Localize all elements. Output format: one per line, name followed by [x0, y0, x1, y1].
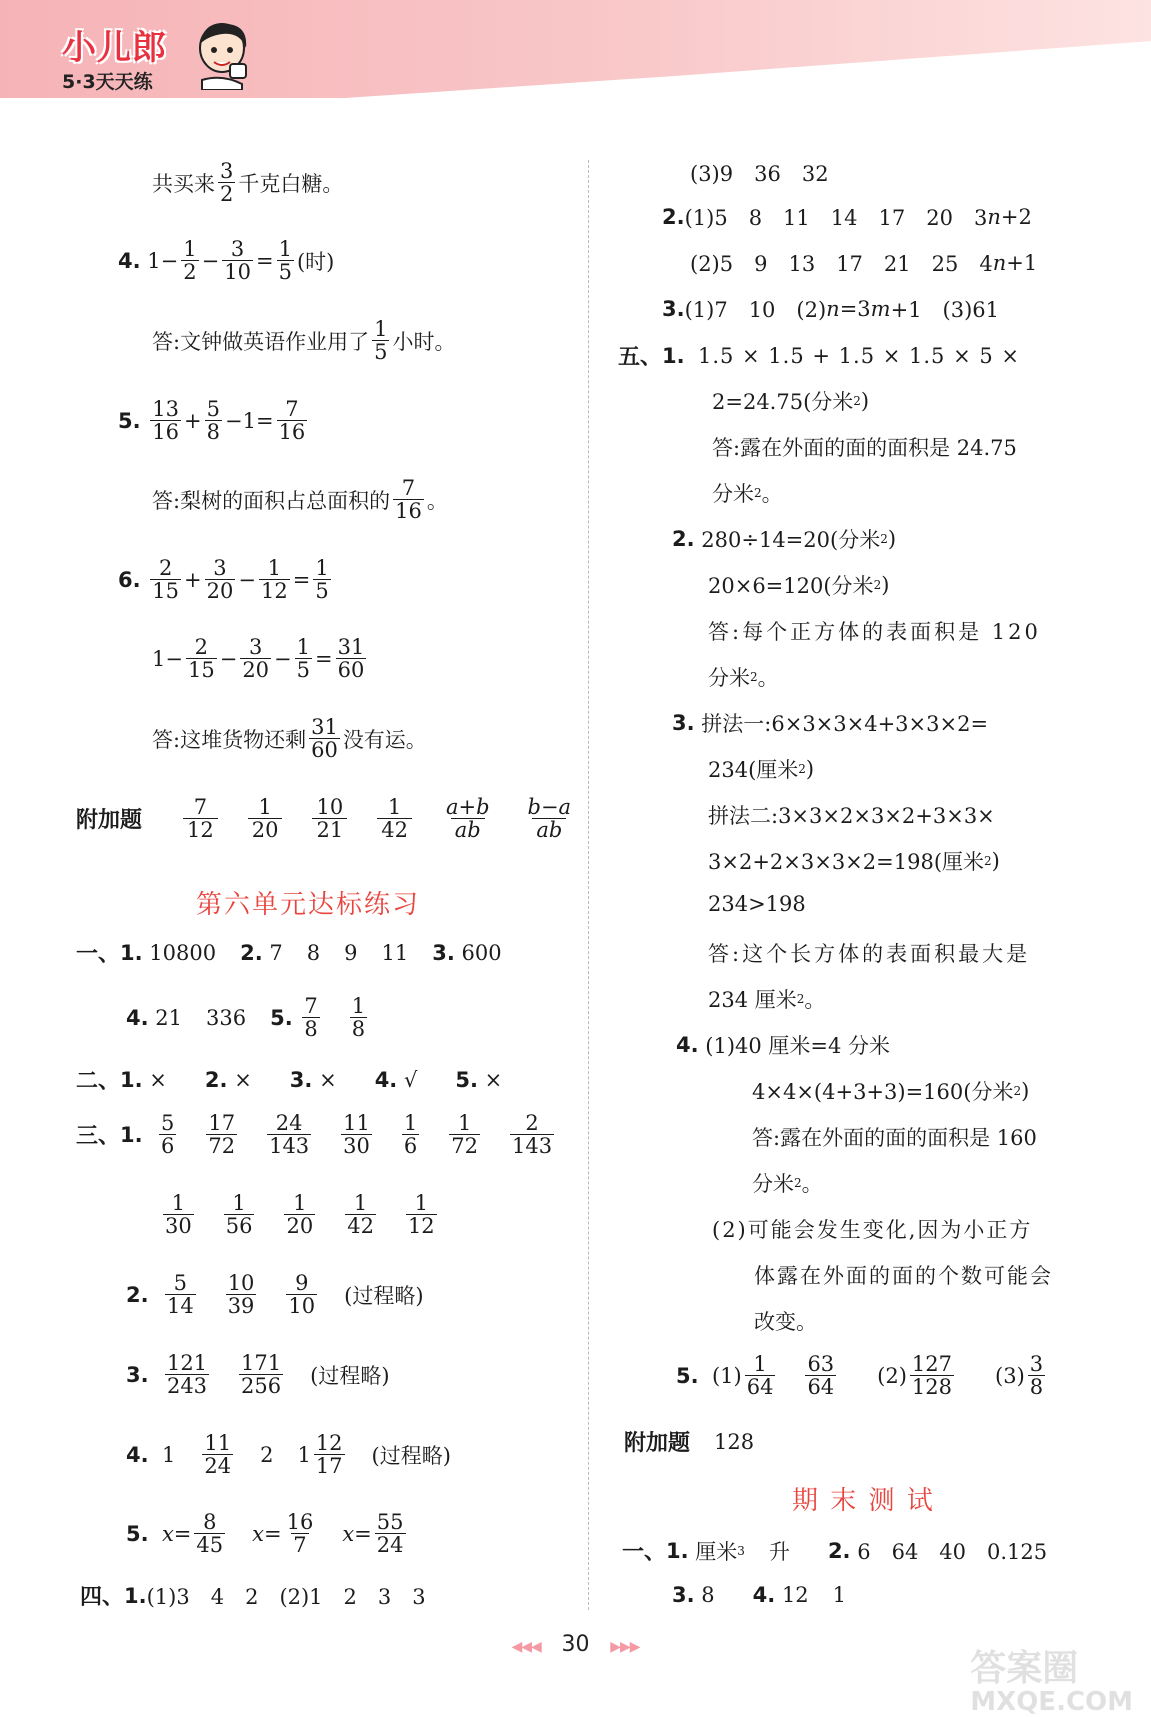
- left-s3a: 三、 1. $\frac{5}{6}$ $\frac{17}{72}$ $\frac{24}{143}$ $\frac{11}{30}$ $\frac{1}{6}$ $\frac{1}{72}$ $\frac{2}{143}$: [76, 1111, 553, 1159]
- fraction: $\frac{1}{42}$: [347, 1191, 374, 1239]
- fraction: $\frac{5}{8}$: [206, 397, 220, 445]
- right-r28: 附加题 128: [624, 1426, 754, 1457]
- right-r2: 2. (1)5 8 11 14 17 20 3 n +2: [662, 205, 1032, 230]
- right-r29: 一、 1. 厘米 3 升 2. 6 64 40 0.125: [622, 1538, 1048, 1565]
- fraction: $\frac{3}{20}$: [242, 635, 270, 683]
- right-r27: 5. (1) $\frac{1}{64}$ $\frac{63}{64}$ (2) $\frac{127}{128}$ (3) $\frac{3}{8}$: [676, 1352, 1044, 1400]
- fraction: $\frac{1}{5}$: [278, 237, 292, 285]
- fraction: $\frac{10}{39}$: [227, 1271, 255, 1319]
- mascot-icon: [190, 18, 256, 95]
- fraction: $\frac{10}{21}$: [312, 796, 347, 841]
- left-s3d: 3. $\frac{121}{243}$ $\frac{171}{256}$ (过程略): [126, 1351, 390, 1399]
- right-r7: 答:露在外面的面的面积是 24.75: [712, 436, 1017, 460]
- brand-series: 5·3天天练: [62, 71, 153, 93]
- fraction: $\frac{1}{2}$: [183, 237, 197, 285]
- unit6-title: 第六单元达标练习: [196, 890, 421, 920]
- fraction: $\frac{11}{24}$: [204, 1431, 232, 1479]
- fraction: $\frac{8}{45}$: [196, 1510, 224, 1558]
- fraction: $\frac{1}{5}$: [296, 635, 311, 683]
- watermark-text: 答案圈: [970, 1648, 1079, 1689]
- item-number: 6.: [118, 567, 141, 592]
- right-r17: 234>198: [708, 892, 806, 916]
- fraction: $\frac{121}{243}$: [166, 1351, 208, 1399]
- fraction: $\frac{171}{256}$: [241, 1351, 282, 1399]
- fraction: $\frac{1}{42}$: [377, 796, 412, 841]
- left-s3c: 2. $\frac{5}{14}$ $\frac{10}{39}$ $\frac{9}{10}$ (过程略): [126, 1271, 424, 1319]
- fraction: $\frac{31}{60}$: [337, 635, 365, 683]
- left-a5: 答:梨树的面积占总面积的 $\frac{7}{16}$ 。: [152, 476, 448, 524]
- column-divider: [588, 160, 589, 1610]
- right-r25: 体露在外面的面的个数可能会: [754, 1264, 1053, 1288]
- left-s2: 二、 1. × 2. × 3. × 4. √ 5. ×: [76, 1067, 503, 1094]
- fraction: $\frac{2}{15}$: [187, 635, 215, 683]
- brand-title: 小儿郎: [62, 28, 167, 68]
- right-r30: 3. 8 4. 12 1: [672, 1583, 847, 1607]
- left-s4: 四、 1. (1)3 4 2 (2)1 2 3 3: [80, 1583, 426, 1610]
- fraction: $\frac{3}{10}$: [224, 237, 251, 285]
- left-q6a: 6. $\frac{2}{15}$ + $\frac{3}{20}$ − $\frac{1}{12}$ = $\frac{1}{5}$: [118, 556, 329, 604]
- page-number: 30: [561, 1632, 590, 1657]
- right-r15: 拼法二:3×3×2×3×2+3×3×: [708, 804, 995, 828]
- item-number: 5.: [118, 408, 141, 433]
- fraction: $\frac{1}{30}$: [165, 1191, 192, 1239]
- fraction: $\frac{5}{6}$: [160, 1111, 175, 1159]
- right-r23: 分米 2 。: [752, 1172, 823, 1196]
- fraction: $\frac{7}{16}$: [278, 397, 306, 445]
- right-r6: 2=24.75(分米 2 ): [712, 389, 870, 414]
- fraction: $\frac{2}{15}$: [152, 556, 180, 604]
- header-band: [0, 0, 1151, 98]
- right-r3: (2)5 9 13 17 21 25 4 n +1: [690, 251, 1038, 276]
- item-number: 4.: [118, 248, 141, 273]
- left-s3b: [160, 1192, 440, 1237]
- fraction: $\frac{1}{64}$: [746, 1352, 774, 1400]
- text: 千克白糖。: [238, 171, 344, 196]
- right-r12: 分米 2 。: [708, 666, 779, 690]
- final-exam-title: 期 末 测 试: [792, 1486, 935, 1516]
- right-r22: 答:露在外面的面的面积是 160: [752, 1126, 1037, 1150]
- fraction: $\frac{11}{30}$: [343, 1111, 370, 1159]
- fraction: $\frac{7}{16}$: [395, 476, 422, 524]
- right-r5: 五、 1. 1.5 × 1.5 + 1.5 × 1.5 × 5 ×: [618, 343, 1020, 370]
- right-r8: 分米 2 。: [712, 482, 783, 506]
- fraction: $\frac{127}{128}$: [911, 1352, 953, 1400]
- fraction: $\frac{a+b}{ab}$: [445, 795, 490, 843]
- text: 共买来: [152, 171, 215, 196]
- fraction: $\frac{b-a}{ab}$: [527, 795, 572, 843]
- right-r16: 3×2+2×3×3×2=198(厘米 2 ): [708, 849, 1000, 874]
- left-arrows-icon: ◀◀◀: [511, 1639, 541, 1655]
- right-arrows-icon: ▶▶▶: [610, 1639, 640, 1655]
- fraction: $\frac{3}{8}$: [1029, 1352, 1044, 1400]
- fraction: $\frac{24}{143}$: [269, 1111, 310, 1159]
- left-s1a: 一、 1. 10800 2. 7 8 9 11 3. 600: [76, 940, 502, 967]
- fraction: $\frac{7}{8}$: [304, 994, 318, 1042]
- right-r14: 234(厘米 2 ): [708, 757, 815, 782]
- left-s1b: 4. 21 336 5. $\frac{7}{8}$ $\frac{1}{8}$: [126, 994, 366, 1042]
- left-a6: 答:这堆货物还剩 $\frac{31}{60}$ 没有运。: [152, 715, 427, 763]
- fraction: $\frac{2}{143}$: [512, 1111, 553, 1159]
- fraction: $\frac{31}{60}$: [311, 715, 338, 763]
- fraction: $\frac{1}{12}$: [407, 1191, 435, 1239]
- fraction: $\frac{16}{7}$: [286, 1510, 314, 1558]
- brand-logo: [62, 20, 167, 94]
- left-s3f: 5. x = $\frac{8}{45}$ x = $\frac{16}{7}$ x = $\frac{55}{24}$: [126, 1510, 404, 1558]
- fraction: $\frac{12}{17}$: [315, 1431, 343, 1479]
- fraction: $\frac{63}{64}$: [807, 1352, 835, 1400]
- fraction: $\frac{1}{72}$: [451, 1111, 479, 1159]
- right-r13: 3. 拼法一:6×3×3×4+3×3×2=: [672, 711, 989, 736]
- fraction: $\frac{3}{2}$: [220, 159, 234, 207]
- bonus-label: 附加题: [76, 808, 143, 834]
- left-q5: 5. $\frac{13}{16}$ + $\frac{5}{8}$ −1= $\frac{7}{16}$: [118, 397, 306, 445]
- fraction: $\frac{1}{5}$: [315, 556, 329, 604]
- right-r26: 改变。: [754, 1310, 817, 1334]
- fraction: $\frac{1}{20}$: [286, 1191, 314, 1239]
- right-r4: 3. (1)7 10 (2) n =3 m +1 (3)61: [662, 297, 1000, 322]
- fraction: $\frac{1}{56}$: [225, 1191, 253, 1239]
- right-r20: 4. (1)40 厘米=4 分米: [676, 1033, 891, 1058]
- fraction: $\frac{17}{72}$: [208, 1111, 236, 1159]
- right-r21: 4×4×(4+3+3)=160(分米 2 ): [752, 1079, 1030, 1104]
- fraction: $\frac{1}{12}$: [260, 556, 288, 604]
- fraction: $\frac{5}{14}$: [166, 1271, 194, 1319]
- watermark-url: MXQE.COM: [970, 1687, 1133, 1717]
- fraction: $\frac{1}{8}$: [351, 994, 366, 1042]
- right-r18: 答:这个长方体的表面积最大是: [708, 942, 1031, 966]
- left-a4: 答:文钟做英语作业用了 $\frac{1}{5}$ 小时。: [152, 317, 456, 365]
- fraction: $\frac{7}{12}$: [183, 796, 218, 841]
- right-r24: (2)可能会发生变化,因为小正方: [712, 1218, 1033, 1242]
- fraction: $\frac{3}{20}$: [206, 556, 234, 604]
- watermark: [970, 1640, 1133, 1717]
- left-bonus: [76, 796, 578, 841]
- fraction: $\frac{13}{16}$: [152, 397, 180, 445]
- right-r19: 234 厘米 2 。: [708, 988, 826, 1012]
- right-r9: 2. 280÷14=20(分米 2 ): [672, 527, 897, 552]
- fraction: $\frac{55}{24}$: [376, 1510, 404, 1558]
- right-r1: (3)9 36 32: [690, 162, 829, 186]
- right-r11: 答:每个正方体的表面积是 120: [708, 620, 1041, 644]
- fraction: $\frac{1}{5}$: [374, 317, 388, 365]
- left-q4: 4. 1− $\frac{1}{2}$ − $\frac{3}{10}$ = $\frac{1}{5}$ (时): [118, 237, 335, 285]
- left-s3e: 4. 1 $\frac{11}{24}$ 2 1 $\frac{12}{17}$ (过程略): [126, 1431, 451, 1479]
- fraction: $\frac{1}{6}$: [403, 1111, 418, 1159]
- left-line-1: [152, 160, 343, 205]
- left-q6b: 1− $\frac{2}{15}$ − $\frac{3}{20}$ − $\frac{1}{5}$ = $\frac{31}{60}$: [152, 635, 365, 683]
- fraction: $\frac{9}{10}$: [288, 1271, 316, 1319]
- right-r10: 20×6=120(分米 2 ): [708, 573, 890, 598]
- bonus-label: 附加题: [624, 1431, 691, 1456]
- fraction: $\frac{1}{20}$: [248, 796, 283, 841]
